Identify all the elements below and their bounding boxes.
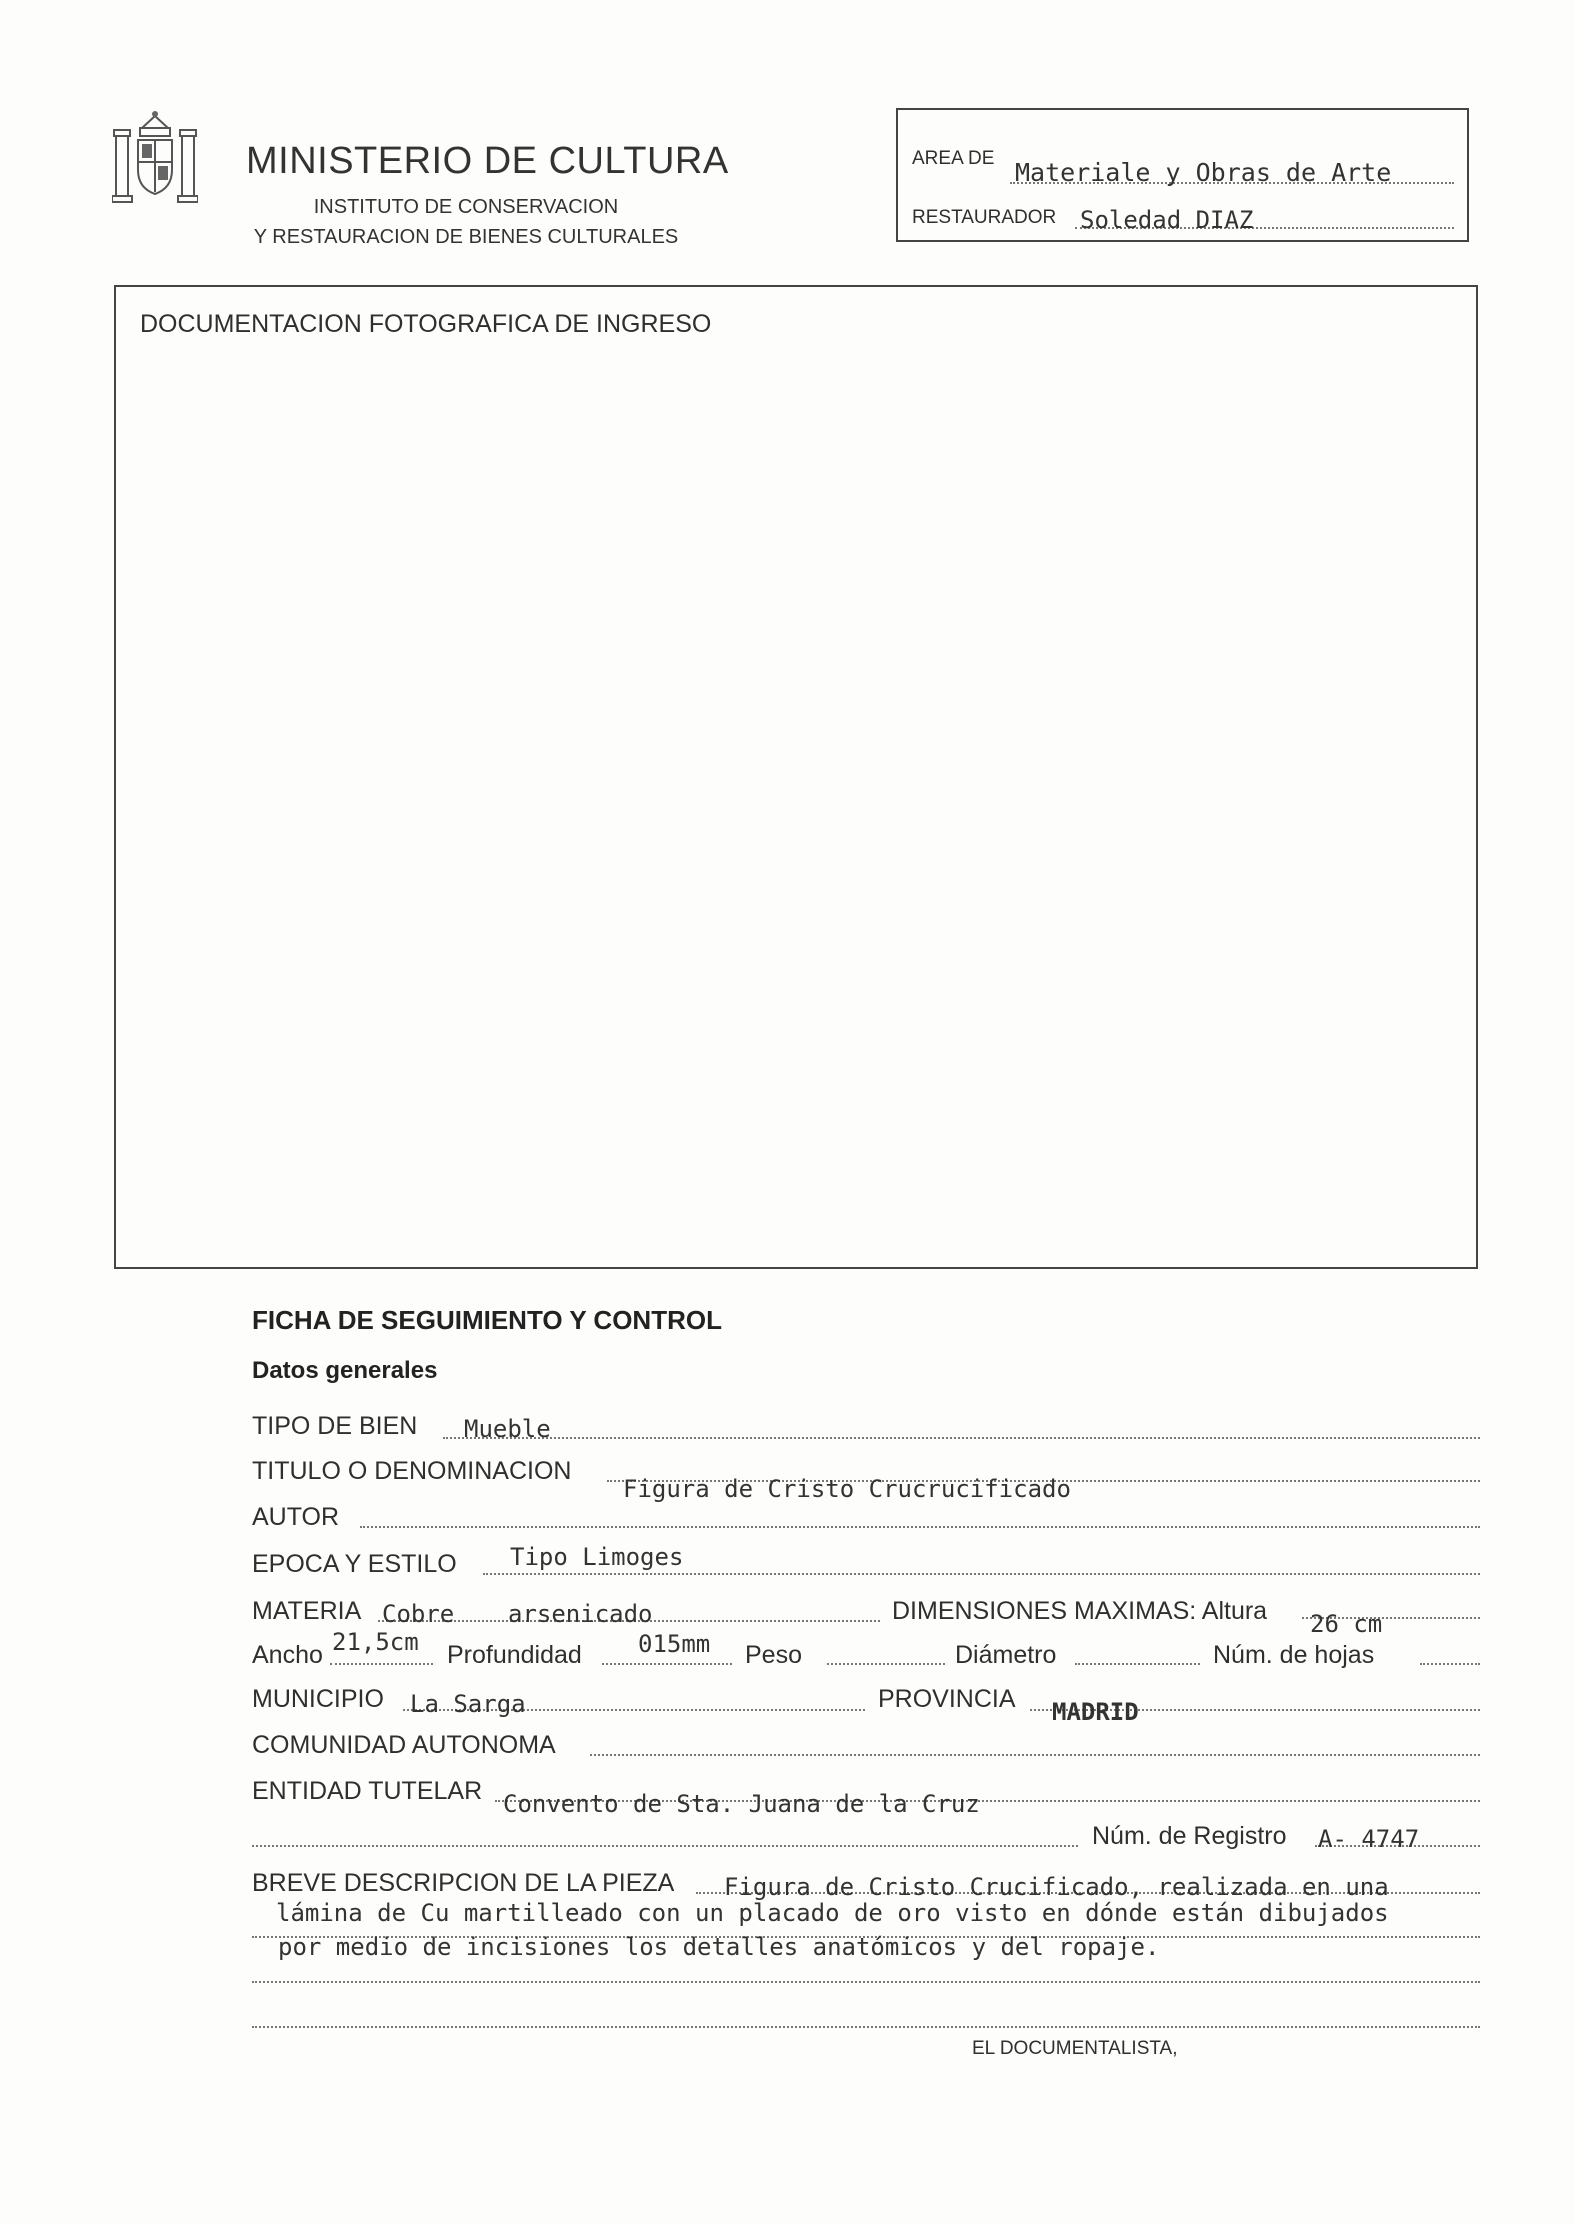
peso-label: Peso (745, 1641, 802, 1669)
peso-dotted-line (827, 1663, 945, 1665)
registro-leading-dotted-line (252, 1845, 1078, 1847)
descripcion-line-2: lámina de Cu martilleado con un placado de oro visto en dónde están dibujados (276, 1899, 1389, 1927)
tipo-label: TIPO DE BIEN (252, 1412, 418, 1440)
institute-line-1: INSTITUTO DE CONSERVACION (313, 196, 619, 218)
epoca-label: EPOCA Y ESTILO (252, 1550, 457, 1578)
hojas-label: Núm. de hojas (1213, 1641, 1375, 1669)
titulo-value: Figura de Cristo Crucrucificado (623, 1475, 1071, 1503)
coat-of-arms-emblem-icon (112, 110, 198, 205)
provincia-label: PROVINCIA (878, 1685, 1016, 1713)
municipio-label: MUNICIPIO (252, 1685, 384, 1713)
restaurador-label: RESTAURADOR (912, 207, 1057, 228)
dimensiones-label: DIMENSIONES MAXIMAS: Altura (892, 1597, 1268, 1625)
altura-value: 26 cm (1310, 1610, 1383, 1638)
restaurador-value: Soledad DIAZ (1080, 206, 1254, 234)
ancho-label: Ancho (252, 1641, 323, 1669)
documentalista-label: EL DOCUMENTALISTA, (972, 2038, 1178, 2059)
autor-dotted-line (360, 1526, 1480, 1528)
profundidad-value: 015mm (638, 1630, 711, 1658)
entidad-label: ENTIDAD TUTELAR (252, 1777, 483, 1805)
provincia-value: MADRID (1052, 1698, 1139, 1726)
materia-label: MATERIA (252, 1597, 362, 1625)
profundidad-dotted-line (602, 1663, 732, 1665)
registro-value: A- 4747 (1318, 1825, 1420, 1853)
area-value: Materiale y Obras de Arte (1015, 158, 1392, 187)
entidad-value: Convento de Sta. Juana de la Cruz (503, 1790, 980, 1818)
profundidad-label: Profundidad (447, 1641, 582, 1669)
descripcion-line-1: Figura de Cristo Crucificado, realizada en una (724, 1873, 1389, 1901)
descripcion-dotted-line-4 (252, 2026, 1480, 2028)
registro-label: Núm. de Registro (1092, 1822, 1287, 1850)
hojas-dotted-line (1420, 1663, 1480, 1665)
comunidad-dotted-line (590, 1754, 1480, 1756)
photo-section-title: DOCUMENTACION FOTOGRAFICA DE INGRESO (140, 310, 712, 338)
ministry-title: MINISTERIO DE CULTURA (246, 140, 729, 182)
institute-line-2: Y RESTAURACION DE BIENES CULTURALES (253, 226, 679, 248)
epoca-value: Tipo Limoges (510, 1543, 684, 1571)
tipo-value: Mueble (464, 1415, 551, 1443)
autor-label: AUTOR (252, 1503, 340, 1531)
diametro-label: Diámetro (955, 1641, 1057, 1669)
municipio-value: La Sarga (410, 1690, 526, 1718)
titulo-label: TITULO O DENOMINACION (252, 1457, 572, 1485)
comunidad-label: COMUNIDAD AUTONOMA (252, 1731, 556, 1759)
ficha-title: FICHA DE SEGUIMIENTO Y CONTROL (252, 1305, 722, 1335)
area-label: AREA DE (912, 148, 995, 169)
materia-value-2: arsenicado (508, 1600, 653, 1628)
datos-generales-heading: Datos generales (252, 1357, 438, 1384)
descripcion-line-3: por medio de incisiones los detalles anatómicos y del ropaje. (278, 1933, 1160, 1961)
epoca-dotted-line (483, 1573, 1480, 1575)
descripcion-dotted-line-3 (252, 1981, 1480, 1983)
materia-value-1: Cobre (382, 1600, 455, 1628)
ancho-value: 21,5cm (332, 1628, 419, 1656)
tipo-dotted-line (443, 1437, 1480, 1439)
photo-documentation-box (114, 285, 1478, 1269)
ancho-dotted-line (330, 1663, 433, 1665)
descripcion-label: BREVE DESCRIPCION DE LA PIEZA (252, 1869, 675, 1897)
diametro-dotted-line (1075, 1663, 1200, 1665)
